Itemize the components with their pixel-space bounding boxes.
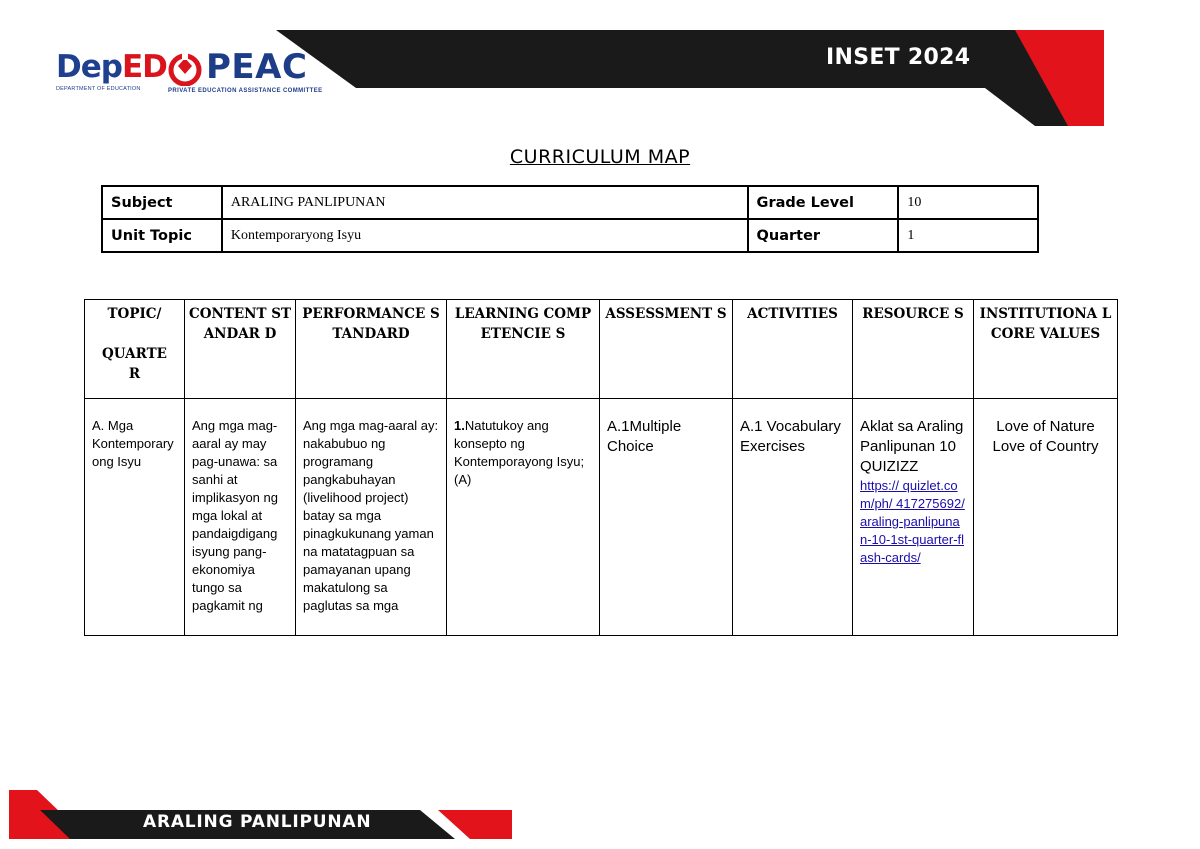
header-topic-quarter	[85, 300, 185, 399]
subject-label: Subject	[102, 186, 222, 219]
table-row	[85, 399, 1118, 636]
header-content-standard: CONTENT STANDAR D	[185, 300, 296, 399]
peac-logo-subtitle: PRIVATE EDUCATION ASSISTANCE COMMITTEE	[168, 88, 323, 94]
header-activities: ACTIVITIES	[733, 300, 853, 399]
resources-text-2: QUIZIZZ	[860, 458, 919, 475]
cell-content-standard	[185, 399, 296, 636]
deped-logo-word	[56, 49, 167, 85]
activities-text: A.1 Vocabulary Exercises	[740, 418, 841, 455]
deped-logo	[56, 49, 167, 92]
peac-emblem-icon	[168, 52, 202, 86]
performance-standard-text: Ang mga mag-aaral ay: nakabubuo ng programang pangkabuhayan (livelihood project) batay sa mga pinagkukunang yaman na matatagpuan sa pamayanan upang makatulong sa paglutas sa mga	[303, 418, 439, 613]
core-value-1: Love of Nature	[996, 418, 1095, 435]
resources-link[interactable]: https:// quizlet.com/ph/ 417275692/ araling-panlipunan-10-1st-quarter-flash-cards/	[860, 478, 965, 565]
subject-value: ARALING PANLIPUNAN	[222, 186, 748, 219]
peac-logo-word: PEAC	[206, 47, 308, 87]
topic-text: A. Mga Kontemporary ong Isyu	[92, 418, 174, 469]
cell-performance-standard	[296, 399, 447, 636]
header-assessments: ASSESSMENT S	[600, 300, 733, 399]
quarter-value: 1	[898, 219, 1038, 252]
info-table	[101, 185, 1039, 253]
competency-text: Natutukoy ang konsepto ng Kontemporayong Isyu; (A)	[454, 418, 585, 487]
header-learning-competencies: LEARNING COMPETENCIE S	[447, 300, 600, 399]
unit-topic-value: Kontemporaryong Isyu	[222, 219, 748, 252]
header-performance-standard: PERFORMANCE STANDARD	[296, 300, 447, 399]
header-core-values: INSTITUTIONA L CORE VALUES	[974, 300, 1118, 399]
cell-topic	[85, 399, 185, 636]
header-text: TOPIC/ QUARTE R	[102, 306, 167, 382]
page-title: CURRICULUM MAP	[509, 146, 691, 168]
curriculum-map-table	[84, 299, 1118, 636]
quarter-label: Quarter	[748, 219, 899, 252]
core-value-2: Love of Country	[992, 438, 1099, 455]
cell-activities	[733, 399, 853, 636]
cell-assessment	[600, 399, 733, 636]
deped-logo-word-part: ED	[121, 49, 167, 85]
info-row-unit	[102, 219, 1038, 252]
event-label: INSET 2024	[826, 45, 971, 70]
competency-text-wrap	[454, 417, 592, 489]
cell-core-values	[974, 399, 1118, 636]
info-row-subject	[102, 186, 1038, 219]
assessment-text: A.1Multiple Choice	[607, 418, 682, 455]
content-standard-text: Ang mga mag-aaral ay may pag-unawa: sa sanhi at implikasyon ng mga lokal at pandaigdigang isyung pang-ekonomiya tungo sa pagkamit ng	[192, 418, 278, 613]
cell-learning-competency	[447, 399, 600, 636]
header-resources: RESOURCE S	[853, 300, 974, 399]
unit-topic-label: Unit Topic	[102, 219, 222, 252]
competency-number: 1.	[454, 418, 465, 433]
grade-level-value: 10	[898, 186, 1038, 219]
resources-text-1: Aklat sa Araling Panlipunan 10	[860, 418, 964, 455]
footer-subject-label: ARALING PANLIPUNAN	[143, 812, 372, 832]
grade-level-label: Grade Level	[748, 186, 899, 219]
cell-resources	[853, 399, 974, 636]
deped-logo-subtitle: DEPARTMENT OF EDUCATION	[56, 86, 141, 92]
deped-logo-word-part: Dep	[56, 49, 122, 85]
table-header-row	[85, 300, 1118, 399]
